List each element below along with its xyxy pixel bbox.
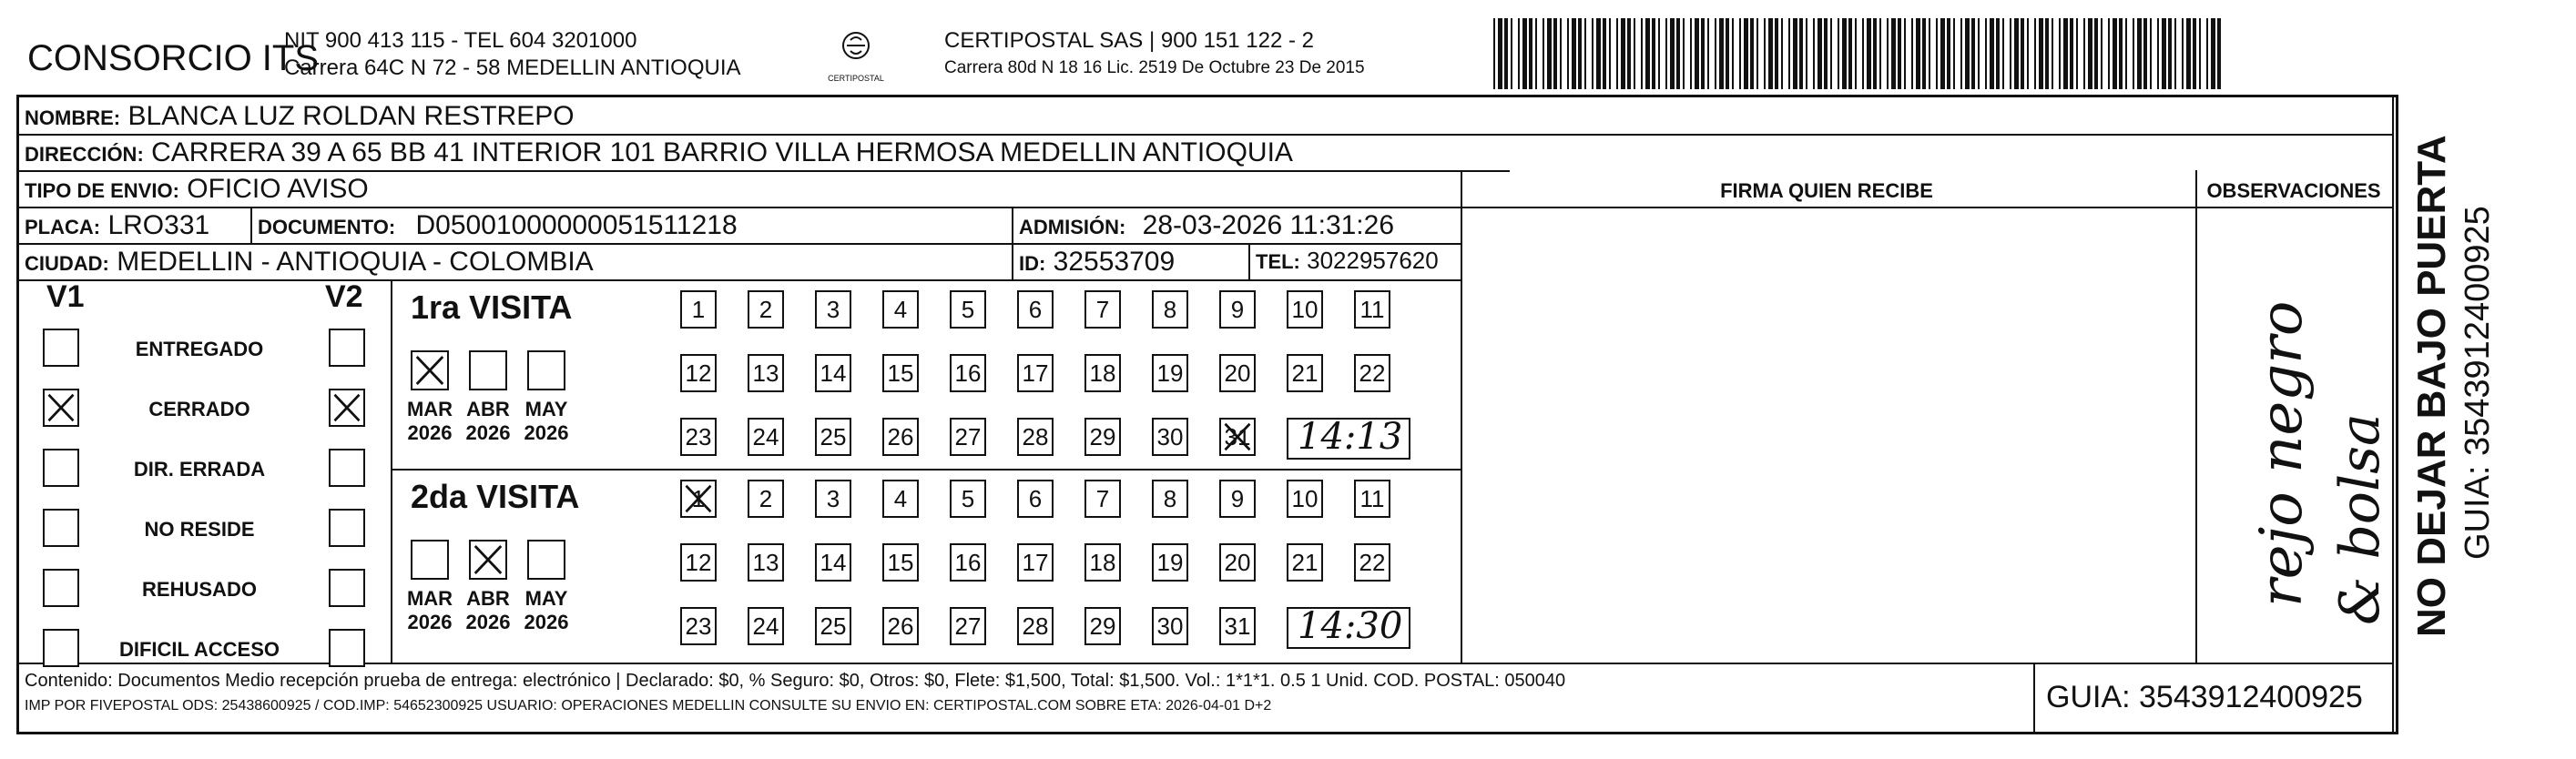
day-box[interactable] [882,480,919,518]
v1-checkbox[interactable] [43,389,79,427]
day-number: 1 [691,485,706,512]
company-address: Carrera 64C N 72 - 58 MEDELLIN ANTIOQUIA [284,56,741,80]
day-box[interactable] [1287,480,1323,518]
nombre-value: BLANCA LUZ ROLDAN RESTREPO [127,101,575,131]
v2-checkbox[interactable] [329,449,365,487]
day-box[interactable] [882,418,919,456]
month-label [463,398,514,445]
tipo-field [25,174,369,205]
status-option-label: ENTREGADO [135,338,264,360]
day-box[interactable] [748,354,784,392]
day-number: 25 [820,612,847,640]
day-number: 2 [759,485,773,512]
day-box[interactable] [882,290,919,329]
day-box[interactable] [1084,418,1121,456]
ciudad-value: MEDELLIN - ANTIOQUIA - COLOMBIA [117,247,594,277]
day-box[interactable] [1152,480,1188,518]
certipostal-address: Carrera 80d N 18 16 Lic. 2519 De Octubre 23 De 2015 [944,58,1365,77]
month-year: 2026 [407,421,453,444]
day-box[interactable] [815,290,851,329]
visit-title: 1ra VISITA [411,288,573,326]
day-number: 26 [887,612,914,640]
day-number: 19 [1156,549,1184,576]
placa-field [25,210,209,241]
day-box[interactable] [882,354,919,392]
day-box[interactable] [1017,354,1054,392]
direccion-field [25,137,1293,168]
day-box[interactable] [950,354,986,392]
day-number: 9 [1230,296,1245,323]
tel-field [1256,247,1439,275]
v2-checkbox[interactable] [329,509,365,547]
day-number: 17 [1022,359,1049,387]
id-value: 32553709 [1053,247,1176,277]
day-box[interactable] [680,354,717,392]
day-box[interactable] [950,290,986,329]
status-option-label: CERRADO [148,398,250,420]
day-number: 3 [826,296,840,323]
day-box[interactable] [815,418,851,456]
day-box[interactable] [950,418,986,456]
month-label [404,587,455,634]
no-dejar-warning: NO DEJAR BAJO PUERTA [2409,135,2454,637]
day-number: 29 [1089,423,1116,450]
day-box[interactable] [1287,290,1323,329]
v1-checkbox[interactable] [43,329,79,367]
month-name: MAY [524,587,568,610]
v2-checkbox[interactable] [329,569,365,607]
certipostal-logo [820,27,892,82]
day-number: 27 [954,612,982,640]
day-box[interactable] [748,543,784,582]
day-number: 29 [1089,612,1116,640]
month-name: ABR [466,587,510,610]
day-number: 27 [954,423,982,450]
day-box[interactable] [815,354,851,392]
month-name: MAY [524,398,568,420]
id-label: ID: [1019,252,1046,275]
footer-impresion: IMP POR FIVEPOSTAL ODS: 25438600925 / COD.IMP: 54652300925 USUARIO: OPERACIONES MEDELLIN CONSULTE SU ENVIO EN: CERTIPOSTAL.COM SOBRE ETA: 2026-04-01 D+2 [25,698,1272,713]
company-info [284,27,741,82]
day-number: 10 [1291,485,1319,512]
day-box[interactable] [815,480,851,518]
day-number: 13 [752,549,779,576]
month-year: 2026 [407,611,453,633]
observaciones-label: OBSERVACIONES [2206,179,2381,202]
day-number: 12 [685,549,712,576]
month-name: MAR [406,398,453,420]
day-number: 21 [1291,549,1319,576]
month-checkbox[interactable] [469,350,507,390]
day-number: 22 [1359,359,1386,387]
day-number: 15 [887,549,914,576]
day-box[interactable] [748,607,784,645]
day-box[interactable] [1219,607,1256,645]
status-option-label: NO RESIDE [144,518,255,541]
firma-label: FIRMA QUIEN RECIBE [1720,179,1933,202]
day-number: 10 [1291,296,1319,323]
day-box[interactable] [1354,290,1390,329]
v1-header: V1 [46,279,85,314]
admision-field [1019,210,1394,241]
nit-line: NIT 900 413 115 - TEL 604 3201000 [284,28,637,53]
day-number: 1 [691,296,706,323]
day-number: 9 [1230,485,1245,512]
v1-checkbox[interactable] [43,509,79,547]
day-number: 14 [820,549,847,576]
day-box[interactable] [1219,418,1256,456]
day-number: 18 [1089,549,1116,576]
day-number: 31 [1224,423,1251,450]
month-year: 2026 [524,611,569,633]
day-number: 28 [1022,423,1049,450]
month-checkbox[interactable] [469,540,507,580]
day-box[interactable] [680,480,717,518]
tel-label: TEL: [1256,250,1300,273]
day-number: 7 [1095,485,1110,512]
day-number: 4 [893,296,908,323]
day-box[interactable] [748,418,784,456]
day-number: 5 [961,296,975,323]
v2-checkbox[interactable] [329,629,365,667]
day-box[interactable] [1219,480,1256,518]
visit-time: 14:13 [1298,416,1403,458]
nombre-label: NOMBRE: [25,106,121,129]
day-box[interactable] [680,418,717,456]
admision-label: ADMISIÓN: [1019,216,1126,238]
month-label [463,587,514,634]
day-box[interactable] [1084,480,1121,518]
day-box[interactable] [1017,290,1054,329]
nombre-field [25,101,575,132]
day-box[interactable] [1354,354,1390,392]
month-label [521,398,572,445]
day-box[interactable] [1354,480,1390,518]
day-number: 7 [1095,296,1110,323]
day-number: 24 [752,612,779,640]
day-number: 23 [685,612,712,640]
documento-value: D05001000000051511218 [415,210,738,240]
direccion-label: DIRECCIÓN: [25,143,144,166]
day-box[interactable] [1017,418,1054,456]
side-guia: GUIA: 3543912400925 [2459,206,2497,560]
day-number: 11 [1359,485,1385,512]
company-name: CONSORCIO ITS [27,38,320,78]
month-label [521,587,572,634]
day-number: 16 [954,549,982,576]
status-option-label: DIFICIL ACCESO [118,638,280,661]
v1-checkbox[interactable] [43,449,79,487]
month-checkbox[interactable] [527,350,565,390]
day-number: 28 [1022,612,1049,640]
day-box[interactable] [748,290,784,329]
day-box[interactable] [680,543,717,582]
documento-label: DOCUMENTO: [258,216,396,238]
month-year: 2026 [465,611,511,633]
handwritten-note-2: & bolsa [2328,413,2392,625]
month-year: 2026 [465,421,511,444]
day-number: 18 [1089,359,1116,387]
day-box[interactable] [950,607,986,645]
day-box[interactable] [1287,543,1323,582]
form-frame [16,95,2398,734]
day-box[interactable] [1152,607,1188,645]
day-box[interactable] [815,607,851,645]
day-number: 3 [826,485,840,512]
ciudad-label: CIUDAD: [25,252,109,275]
day-number: 11 [1359,296,1385,323]
day-box[interactable] [1152,418,1188,456]
day-number: 6 [1028,485,1043,512]
day-number: 15 [887,359,914,387]
v2-checkbox[interactable] [329,329,365,367]
day-number: 5 [961,485,975,512]
day-number: 22 [1359,549,1386,576]
v1-checkbox[interactable] [43,569,79,607]
day-box[interactable] [1354,543,1390,582]
certipostal-line: CERTIPOSTAL SAS | 900 151 122 - 2 [944,28,1314,53]
day-number: 8 [1163,485,1177,512]
day-box[interactable] [815,543,851,582]
day-box[interactable] [882,543,919,582]
day-number: 23 [685,423,712,450]
v1-checkbox[interactable] [43,629,79,667]
day-box[interactable] [1219,354,1256,392]
v2-checkbox[interactable] [329,389,365,427]
footer-contenido: Contenido: Documentos Medio recepción prueba de entrega: electrónico | Declarado: $0, % Seguro: $0, Otros: $0, Flete: $1,500, Total: $1,500. Vol.: 1*1*1. 0.5 1 Unid. COD. POSTAL: 050040 [25,671,1566,691]
day-number: 16 [954,359,982,387]
day-box[interactable] [1152,354,1188,392]
day-box[interactable] [950,543,986,582]
status-option-label: DIR. ERRADA [133,458,266,481]
day-box[interactable] [680,607,717,645]
tipo-value: OFICIO AVISO [187,174,369,204]
day-box[interactable] [1084,543,1121,582]
day-box[interactable] [1219,290,1256,329]
day-number: 2 [759,296,773,323]
id-field [1019,247,1175,278]
month-label [404,398,455,445]
time-box[interactable] [1287,607,1410,649]
day-box[interactable] [882,607,919,645]
day-number: 31 [1224,612,1251,640]
day-box[interactable] [680,290,717,329]
day-box[interactable] [1017,480,1054,518]
visit-title: 2da VISITA [411,478,580,515]
barcode [1493,18,2222,89]
day-box[interactable] [748,480,784,518]
day-box[interactable] [1287,354,1323,392]
day-number: 20 [1224,549,1251,576]
v2-header: V2 [325,279,363,314]
day-number: 30 [1156,423,1184,450]
footer-guia: GUIA: 3543912400925 [2046,680,2363,714]
day-number: 8 [1163,296,1177,323]
day-number: 24 [752,423,779,450]
visit-time: 14:30 [1298,605,1403,647]
logo-text: CERTIPOSTAL [828,74,884,83]
month-year: 2026 [524,421,569,444]
month-checkbox[interactable] [411,540,449,580]
direccion-value: CARRERA 39 A 65 BB 41 INTERIOR 101 BARRIO VILLA HERMOSA MEDELLIN ANTIOQUIA [151,137,1293,167]
ciudad-field [25,247,594,278]
day-box[interactable] [950,480,986,518]
certipostal-info [944,27,1365,82]
day-number: 30 [1156,612,1184,640]
day-number: 20 [1224,359,1251,387]
status-option-label: REHUSADO [142,578,257,601]
day-number: 14 [820,359,847,387]
day-box[interactable] [1219,543,1256,582]
day-number: 25 [820,423,847,450]
day-number: 17 [1022,549,1049,576]
tipo-label: TIPO DE ENVIO: [25,179,179,202]
day-box[interactable] [1152,543,1188,582]
admision-value: 28-03-2026 11:31:26 [1142,210,1395,240]
month-checkbox[interactable] [527,540,565,580]
day-number: 19 [1156,359,1184,387]
day-box[interactable] [1084,354,1121,392]
day-number: 21 [1291,359,1319,387]
placa-label: PLACA: [25,216,101,238]
time-box[interactable] [1287,418,1410,460]
day-number: 13 [752,359,779,387]
month-checkbox[interactable] [411,350,449,390]
placa-value: LRO331 [107,210,210,240]
documento-field [258,210,738,241]
day-box[interactable] [1084,290,1121,329]
day-number: 26 [887,423,914,450]
day-number: 6 [1028,296,1043,323]
tel-value: 3022957620 [1307,247,1439,274]
month-name: MAR [406,587,453,610]
day-box[interactable] [1017,607,1054,645]
day-number: 4 [893,485,908,512]
handwritten-note-1: rejo negro [2248,300,2316,607]
day-number: 12 [685,359,712,387]
day-box[interactable] [1017,543,1054,582]
day-box[interactable] [1152,290,1188,329]
month-name: ABR [466,398,510,420]
day-box[interactable] [1084,607,1121,645]
